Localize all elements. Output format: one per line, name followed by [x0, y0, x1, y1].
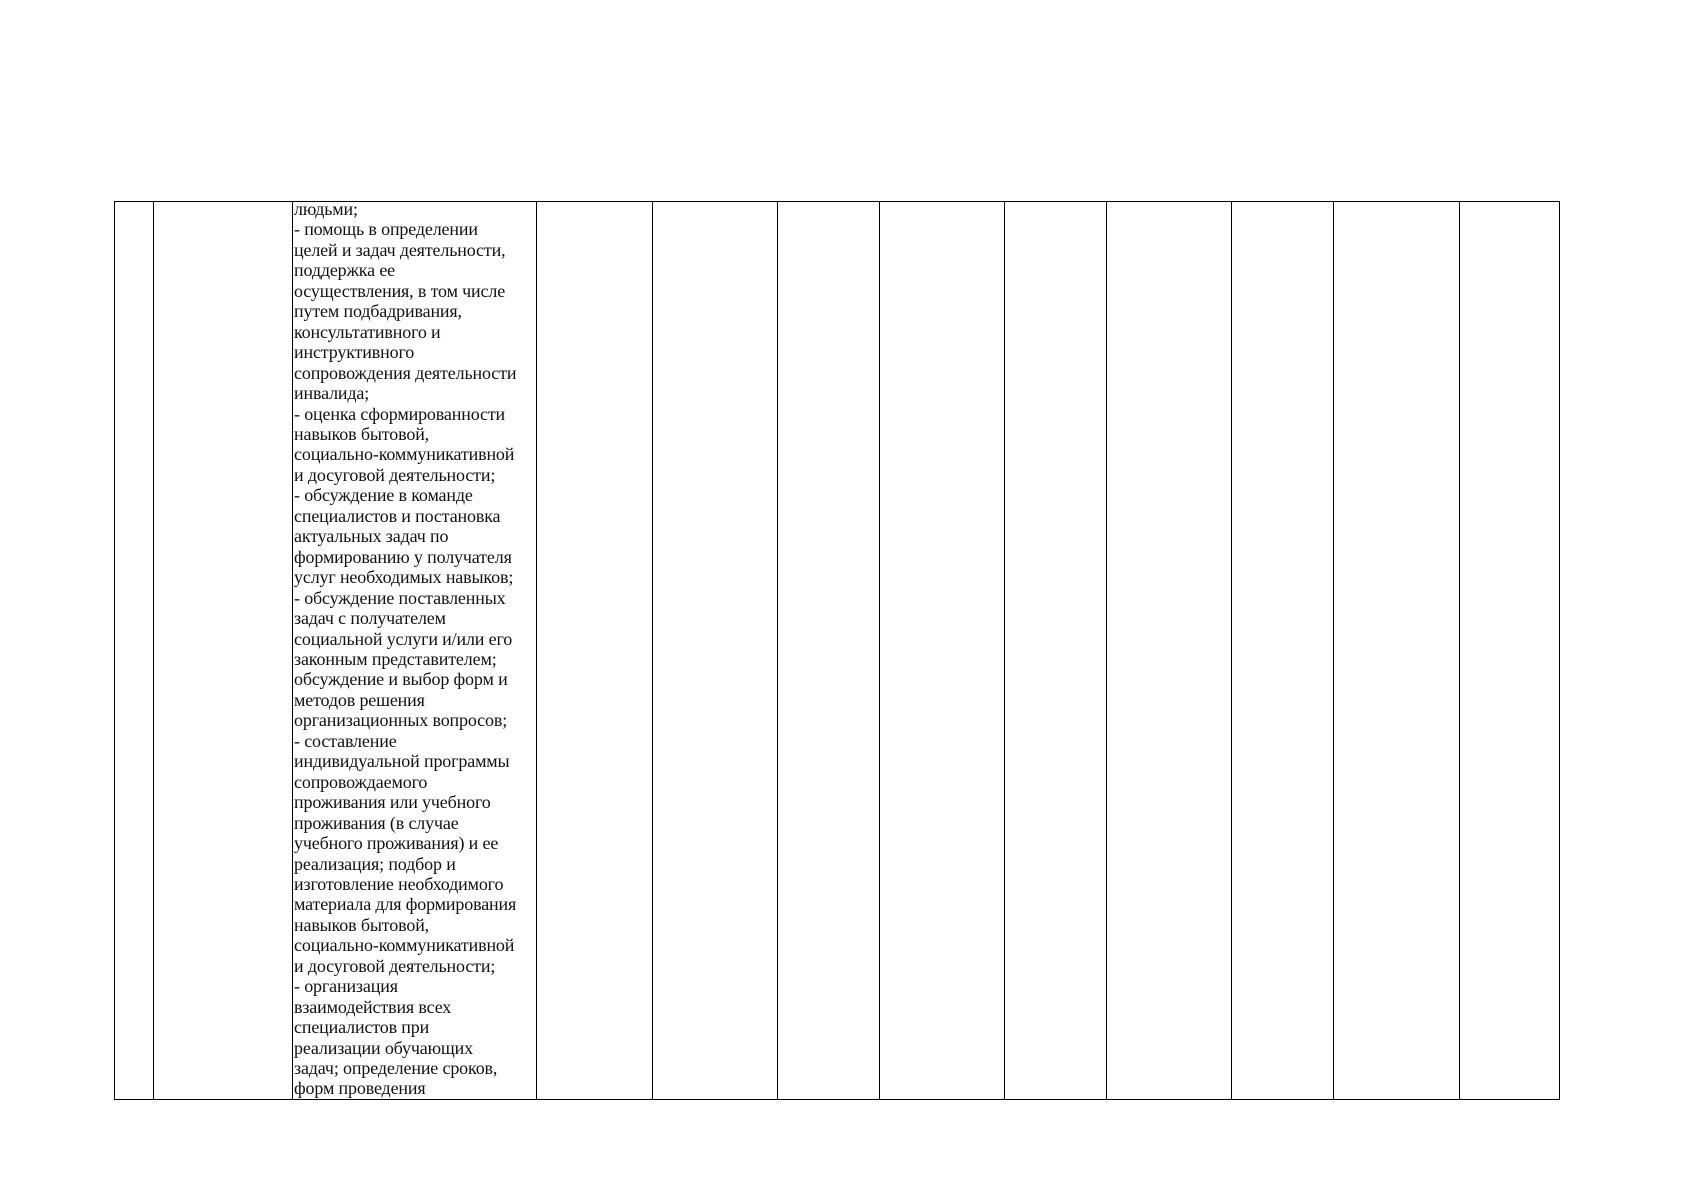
text-line: проживания (в случае [294, 812, 459, 833]
text-line: сопровождаемого [294, 771, 428, 792]
text-line: социально-коммуникативной [294, 444, 515, 465]
table-cell [1107, 202, 1232, 1100]
text-line: - помощь в определении [294, 219, 478, 240]
table-row [115, 202, 1560, 1100]
text-line: - организация [294, 976, 398, 997]
text-line: навыков бытовой, [294, 423, 430, 444]
text-line: инвалида; [294, 383, 370, 404]
text-line: - оценка сформированности [294, 403, 506, 424]
table-cell-name [154, 202, 293, 1100]
table-cell-number [115, 202, 154, 1100]
table-cell [880, 202, 1005, 1100]
text-line: специалистов и постановка [294, 505, 501, 526]
text-line: - составление [294, 730, 397, 751]
table-cell [1460, 202, 1560, 1100]
description-text [293, 202, 536, 1099]
text-line: и досуговой деятельности; [294, 464, 496, 485]
text-line: форм проведения [294, 1078, 426, 1099]
text-line: осуществления, в том числе [294, 280, 506, 301]
text-line: учебного проживания) и ее [294, 833, 499, 854]
table-cell [1334, 202, 1460, 1100]
text-line: формированию у получателя [294, 546, 512, 567]
text-line: методов решения [294, 689, 425, 710]
text-line: поддержка ее [294, 260, 395, 281]
text-line: людьми; [294, 201, 358, 219]
text-line: законным представителем; [294, 648, 497, 669]
text-line: консультативного и [294, 321, 441, 342]
text-line: и досуговой деятельности; [294, 955, 496, 976]
text-line: реализация; подбор и [294, 853, 456, 874]
text-line: обсуждение и выбор форм и [294, 669, 508, 690]
text-line: задач; определение сроков, [294, 1058, 498, 1079]
text-line: социально-коммуникативной [294, 935, 515, 956]
text-line: путем подбадривания, [294, 301, 462, 322]
text-line: изготовление необходимого [294, 873, 504, 894]
text-line: - обсуждение в команде [294, 485, 473, 506]
text-line: проживания или учебного [294, 792, 491, 813]
table-cell [1232, 202, 1334, 1100]
text-line: материала для формирования [294, 894, 517, 915]
text-line: - обсуждение поставленных [294, 587, 506, 608]
text-line: навыков бытовой, [294, 914, 430, 935]
text-line: инструктивного [294, 342, 415, 363]
text-line: актуальных задач по [294, 526, 449, 547]
document-table [114, 201, 1560, 1100]
table-cell [778, 202, 880, 1100]
text-line: специалистов при [294, 1017, 430, 1038]
text-line: реализации обучающих [294, 1037, 473, 1058]
table-cell [653, 202, 778, 1100]
text-line: взаимодействия всех [294, 996, 452, 1017]
table-cell-description [293, 202, 537, 1100]
text-line: целей и задач деятельности, [294, 239, 506, 260]
text-line: организационных вопросов; [294, 710, 508, 731]
text-line: сопровождения деятельности [294, 362, 517, 383]
table-cell [1005, 202, 1107, 1100]
text-line: услуг необходимых навыков; [294, 567, 514, 588]
text-line: индивидуальной программы [294, 751, 510, 772]
text-line: социальной услуги и/или его [294, 628, 513, 649]
text-line: задач с получателем [294, 608, 446, 629]
table-cell [537, 202, 653, 1100]
